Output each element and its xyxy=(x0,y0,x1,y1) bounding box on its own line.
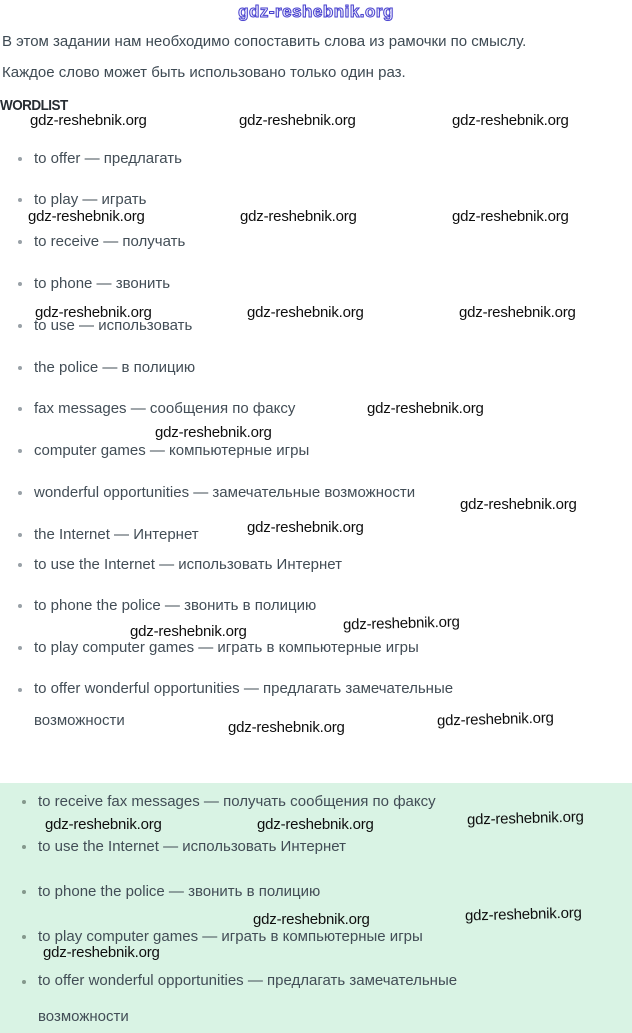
bullet-icon xyxy=(18,282,22,286)
answer-item-text: to offer wonderful opportunities — предлагать замечательные возможности xyxy=(38,972,458,1025)
site-watermark: gdz-reshebnik.org xyxy=(28,208,145,225)
wordlist-item-text: fax messages — сообщения по факсу xyxy=(34,400,296,417)
bullet-icon xyxy=(18,324,22,328)
wordlist-item-text: to use the Internet — использовать Интернет xyxy=(34,556,342,573)
wordlist-item-text: to play computer games — играть в компьютерные игры xyxy=(34,639,419,656)
answer-item xyxy=(22,883,320,900)
wordlist-item xyxy=(18,484,415,501)
site-watermark: gdz-reshebnik.org xyxy=(228,719,345,736)
answer-item-text: to use the Internet — использовать Интернет xyxy=(38,838,346,855)
wordlist-item-text: to phone — звонить xyxy=(34,275,171,292)
answer-item-text: to phone the police — звонить в полицию xyxy=(38,883,321,900)
site-watermark: gdz-reshebnik.org xyxy=(367,400,484,417)
wordlist-item xyxy=(18,317,192,334)
wordlist-item-text: wonderful opportunities — замечательные возможности xyxy=(34,484,416,501)
bullet-icon xyxy=(18,240,22,244)
answer-item-text: to play computer games — играть в компьютерные игры xyxy=(38,928,423,945)
wordlist-item xyxy=(18,556,342,573)
site-watermark: gdz-reshebnik.org xyxy=(459,304,576,321)
site-watermark: gdz-reshebnik.org xyxy=(460,496,577,513)
bullet-icon xyxy=(18,491,22,495)
site-watermark: gdz-reshebnik.org xyxy=(464,904,582,925)
site-watermark: gdz-reshebnik.org xyxy=(35,304,152,321)
wordlist-item xyxy=(18,359,195,376)
bullet-icon xyxy=(18,533,22,537)
site-watermark: gdz-reshebnik.org xyxy=(240,208,357,225)
answer-item-text: to receive fax messages — получать сообщения по факсу xyxy=(38,793,436,810)
wordlist-item xyxy=(18,400,295,417)
bullet-icon xyxy=(18,449,22,453)
wordlist-item xyxy=(18,233,185,250)
site-watermark-top: gdz-reshebnik.org xyxy=(238,2,394,21)
wordlist-item xyxy=(18,275,170,292)
bullet-icon xyxy=(22,890,26,894)
site-watermark: gdz-reshebnik.org xyxy=(257,816,374,833)
wordlist-item-text: the Internet — Интернет xyxy=(34,526,199,543)
wordlist-heading: WORDLIST xyxy=(0,97,68,114)
wordlist-item xyxy=(18,673,539,737)
site-watermark: gdz-reshebnik.org xyxy=(247,519,364,536)
site-watermark: gdz-reshebnik.org xyxy=(452,112,569,129)
bullet-icon xyxy=(18,604,22,608)
bullet-icon xyxy=(18,157,22,161)
wordlist-item-text: computer games — компьютерные игры xyxy=(34,442,310,459)
site-watermark: gdz-reshebnik.org xyxy=(30,112,147,129)
answer-item xyxy=(22,928,423,945)
wordlist-item xyxy=(18,150,182,167)
bullet-icon xyxy=(22,845,26,849)
site-watermark: gdz-reshebnik.org xyxy=(43,944,160,961)
wordlist-item-text: to offer wonderful opportunities — предлагать замечательные возможности xyxy=(34,680,454,729)
bullet-icon xyxy=(22,980,26,984)
wordlist-item xyxy=(18,191,146,208)
bullet-icon xyxy=(18,563,22,567)
site-watermark: gdz-reshebnik.org xyxy=(436,709,554,730)
wordlist-item-text: to play — играть xyxy=(34,191,147,208)
answer-item xyxy=(22,838,346,855)
site-watermark: gdz-reshebnik.org xyxy=(155,424,272,441)
answer-item xyxy=(22,793,436,810)
task-description-line-2: Каждое слово может быть использовано только один раз. xyxy=(2,64,406,81)
site-watermark: gdz-reshebnik.org xyxy=(342,613,460,634)
wordlist-item-text: to offer — предлагать xyxy=(34,150,182,167)
bullet-icon xyxy=(18,688,22,692)
bullet-icon xyxy=(22,800,26,804)
bullet-icon xyxy=(18,407,22,411)
site-watermark: gdz-reshebnik.org xyxy=(466,808,584,829)
wordlist-item-text: the police — в полицию xyxy=(34,359,196,376)
site-watermark: gdz-reshebnik.org xyxy=(247,304,364,321)
answer-item xyxy=(22,963,543,1033)
bullet-icon xyxy=(22,935,26,939)
wordlist-item-text: to use — использовать xyxy=(34,317,193,334)
bullet-icon xyxy=(18,646,22,650)
task-description-line-1: В этом задании нам необходимо сопоставить слова из рамочки по смыслу. xyxy=(2,33,527,50)
wordlist-item-text: to receive — получать xyxy=(34,233,186,250)
wordlist-item xyxy=(18,526,199,543)
wordlist-item xyxy=(18,442,309,459)
wordlist-item xyxy=(18,639,419,656)
site-watermark: gdz-reshebnik.org xyxy=(452,208,569,225)
bullet-icon xyxy=(18,366,22,370)
site-watermark: gdz-reshebnik.org xyxy=(239,112,356,129)
wordlist-item-text: to phone the police — звонить в полицию xyxy=(34,597,317,614)
site-watermark: gdz-reshebnik.org xyxy=(253,911,370,928)
bullet-icon xyxy=(18,198,22,202)
wordlist-item xyxy=(18,597,316,614)
site-watermark: gdz-reshebnik.org xyxy=(45,816,162,833)
site-watermark: gdz-reshebnik.org xyxy=(130,623,247,640)
